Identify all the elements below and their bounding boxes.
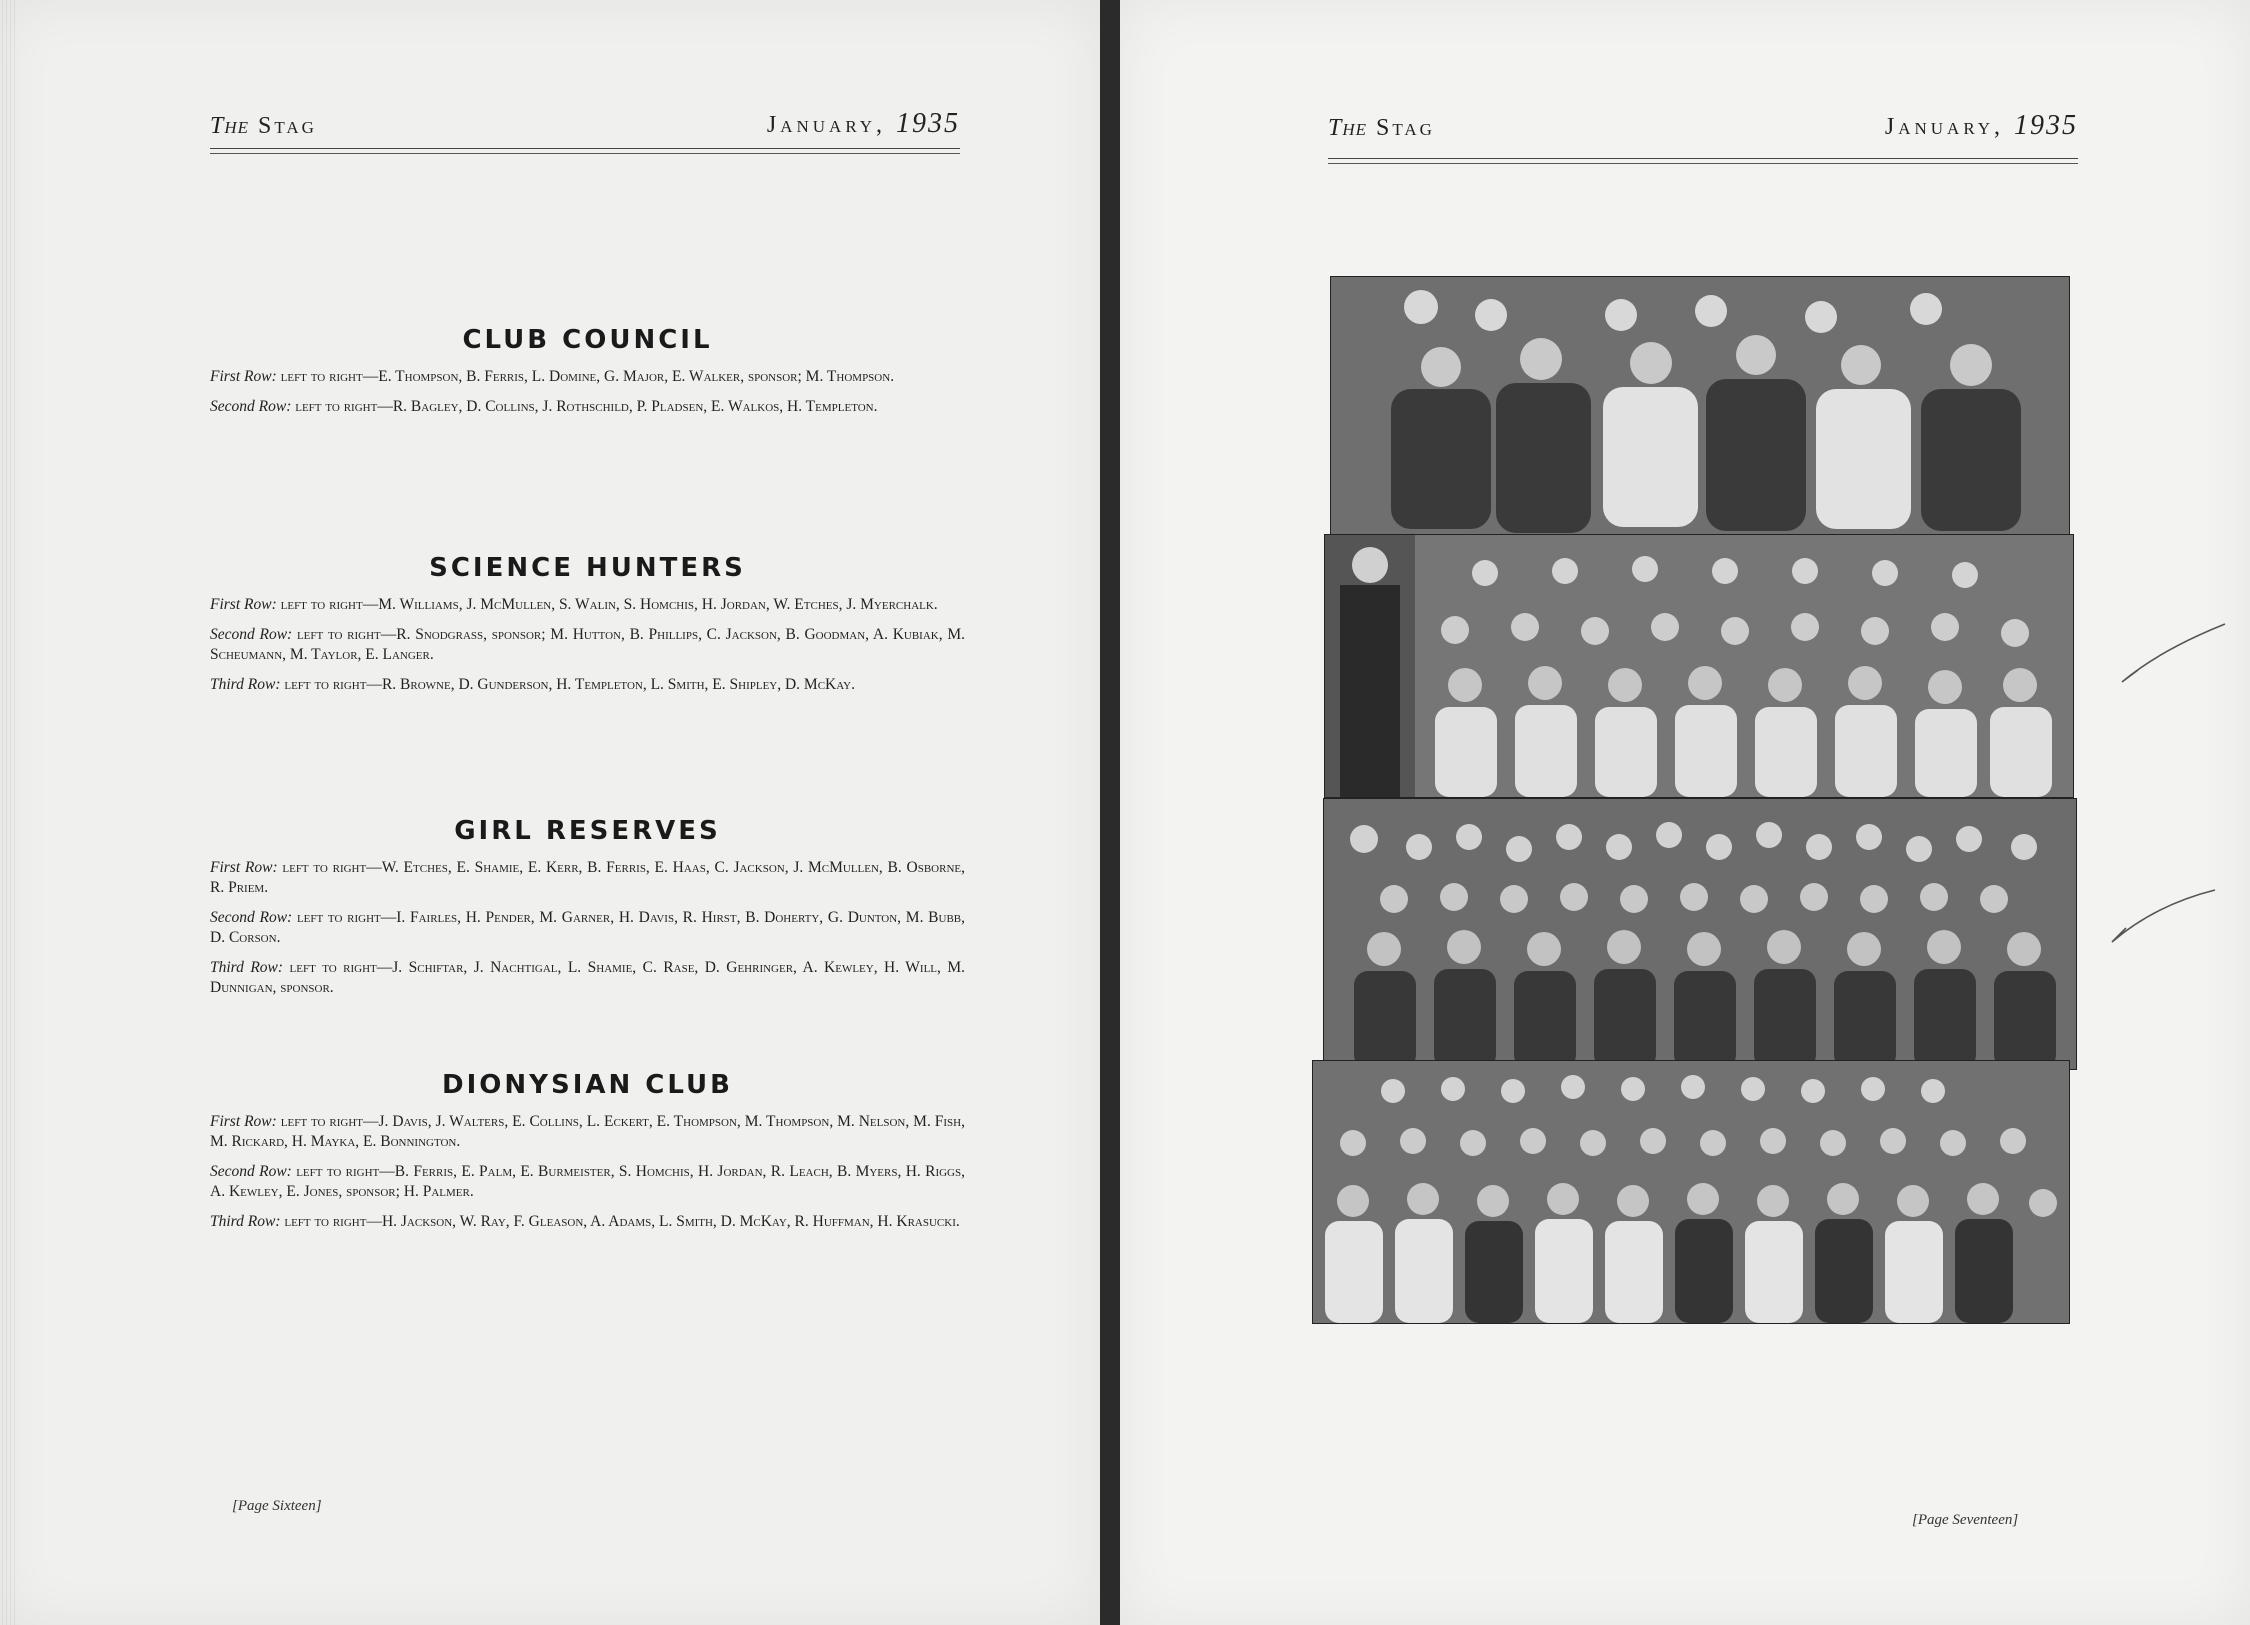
row-caption [210, 675, 965, 695]
row-names: left to right—B. Ferris, E. Palm, E. Burmeister, S. Homchis, H. Jordan, R. Leach, B. Myers, H. Riggs, A. Kewley, E. Jones, sponsor; H. Palmer. [210, 1163, 965, 1200]
row-names: left to right—J. Davis, J. Walters, E. Collins, L. Eckert, E. Thompson, M. Thompson, M. Nelson, M. Fish, M. Rickard, H. Mayka, E. Bonnington. [210, 1113, 965, 1150]
row-names: left to right—W. Etches, E. Shamie, E. Kerr, B. Ferris, E. Haas, C. Jackson, J. McMullen, B. Osborne, R. Priem. [210, 859, 965, 896]
row-names: left to right—M. Williams, J. McMullen, S. Walin, S. Homchis, H. Jordan, W. Etches, J. Myerchalk. [280, 596, 938, 613]
running-header [210, 100, 960, 140]
magazine-title [1328, 115, 1435, 142]
issue-date [1885, 110, 2078, 142]
page-number: [Page Sixteen] [232, 1498, 322, 1514]
girl-reserves-photo [1323, 798, 2077, 1070]
header-rule [210, 148, 960, 154]
row-caption [210, 858, 965, 898]
issue-year: 1935 [2014, 110, 2078, 141]
row-caption [210, 625, 965, 665]
magazine-name: Stag [258, 113, 317, 139]
row-label: First Row: [210, 859, 278, 876]
row-caption [210, 958, 965, 998]
pencil-check-mark-icon [2120, 620, 2230, 690]
row-names: left to right—H. Jackson, W. Ray, F. Gleason, A. Adams, L. Smith, D. McKay, R. Huffman, H. Krasucki. [284, 1213, 960, 1230]
club-council-photo [1330, 276, 2070, 550]
row-caption [210, 1162, 965, 1202]
row-names: left to right—R. Bagley, D. Collins, J. Rothschild, P. Pladsen, E. Walkos, H. Templeton. [295, 398, 878, 415]
magazine-prefix: The [1328, 115, 1368, 141]
front-row-bodies [1354, 969, 2056, 1069]
page-edge [2, 0, 16, 1625]
row-label: Third Row: [210, 1213, 281, 1230]
row-label: Second Row: [210, 909, 293, 926]
club-council-section [210, 325, 965, 427]
magazine-name: Stag [1376, 115, 1435, 141]
issue-year: 1935 [896, 108, 960, 139]
right-page [1120, 0, 2250, 1625]
dionysian-club-photo [1312, 1060, 2070, 1324]
row-names: left to right—I. Fairles, H. Pender, M. Garner, H. Davis, R. Hirst, B. Doherty, G. Dunton, M. Bubb, D. Corson. [210, 909, 965, 946]
section-title: SCIENCE HUNTERS [429, 553, 746, 583]
row-caption [210, 367, 965, 387]
row-names: left to right—E. Thompson, B. Ferris, L. Domine, G. Major, E. Walker, sponsor; M. Thompson. [280, 368, 895, 385]
front-row-bodies [1391, 379, 2021, 533]
issue-month: January, [1884, 114, 2004, 140]
page-number: [Page Seventeen] [1912, 1512, 2019, 1528]
row-names: left to right—R. Snodgrass, sponsor; M. Hutton, B. Phillips, C. Jackson, B. Goodman, A. Kubiak, M. Scheumann, M. Taylor, E. Langer. [210, 626, 965, 663]
section-title: DIONYSIAN CLUB [442, 1070, 733, 1100]
row-label: Third Row: [210, 959, 284, 976]
row-label: First Row: [210, 596, 277, 613]
row-caption [210, 1212, 965, 1232]
issue-date [767, 108, 960, 140]
issue-month: January, [766, 112, 886, 138]
row-names: left to right—J. Schiftar, J. Nachtigal, L. Shamie, C. Rase, D. Gehringer, A. Kewley, H. Will, M. Dunnigan, sponsor. [210, 959, 966, 996]
row-caption [210, 397, 965, 417]
science-hunters-section [210, 553, 965, 705]
header-rule [1328, 158, 2078, 164]
row-label: Third Row: [210, 676, 281, 693]
row-label: First Row: [210, 1113, 277, 1130]
pencil-check-mark-icon [2110, 880, 2220, 950]
row-caption [210, 1112, 965, 1152]
front-row-heads [1367, 930, 2041, 966]
row-label: Second Row: [210, 398, 292, 415]
group-photo-graphic [1324, 799, 2076, 1069]
dionysian-club-section [210, 1070, 965, 1242]
row-names: left to right—R. Browne, D. Gunderson, H. Templeton, L. Smith, E. Shipley, D. McKay. [284, 676, 855, 693]
science-hunters-photo [1324, 534, 2074, 798]
left-page [0, 0, 1100, 1625]
row-label: Second Row: [210, 1163, 292, 1180]
row-caption [210, 908, 965, 948]
group-photo-graphic [1331, 277, 2069, 549]
group-photo-graphic [1325, 535, 2073, 797]
group-photo-graphic [1313, 1061, 2069, 1323]
magazine-title [210, 113, 317, 140]
section-title: GIRL RESERVES [454, 816, 721, 846]
girl-reserves-section [210, 816, 965, 1008]
section-title: CLUB COUNCIL [462, 325, 713, 355]
magazine-prefix: The [210, 113, 250, 139]
row-caption [210, 595, 965, 615]
row-label: First Row: [210, 368, 277, 385]
row-label: Second Row: [210, 626, 293, 643]
running-header [1328, 102, 2078, 142]
